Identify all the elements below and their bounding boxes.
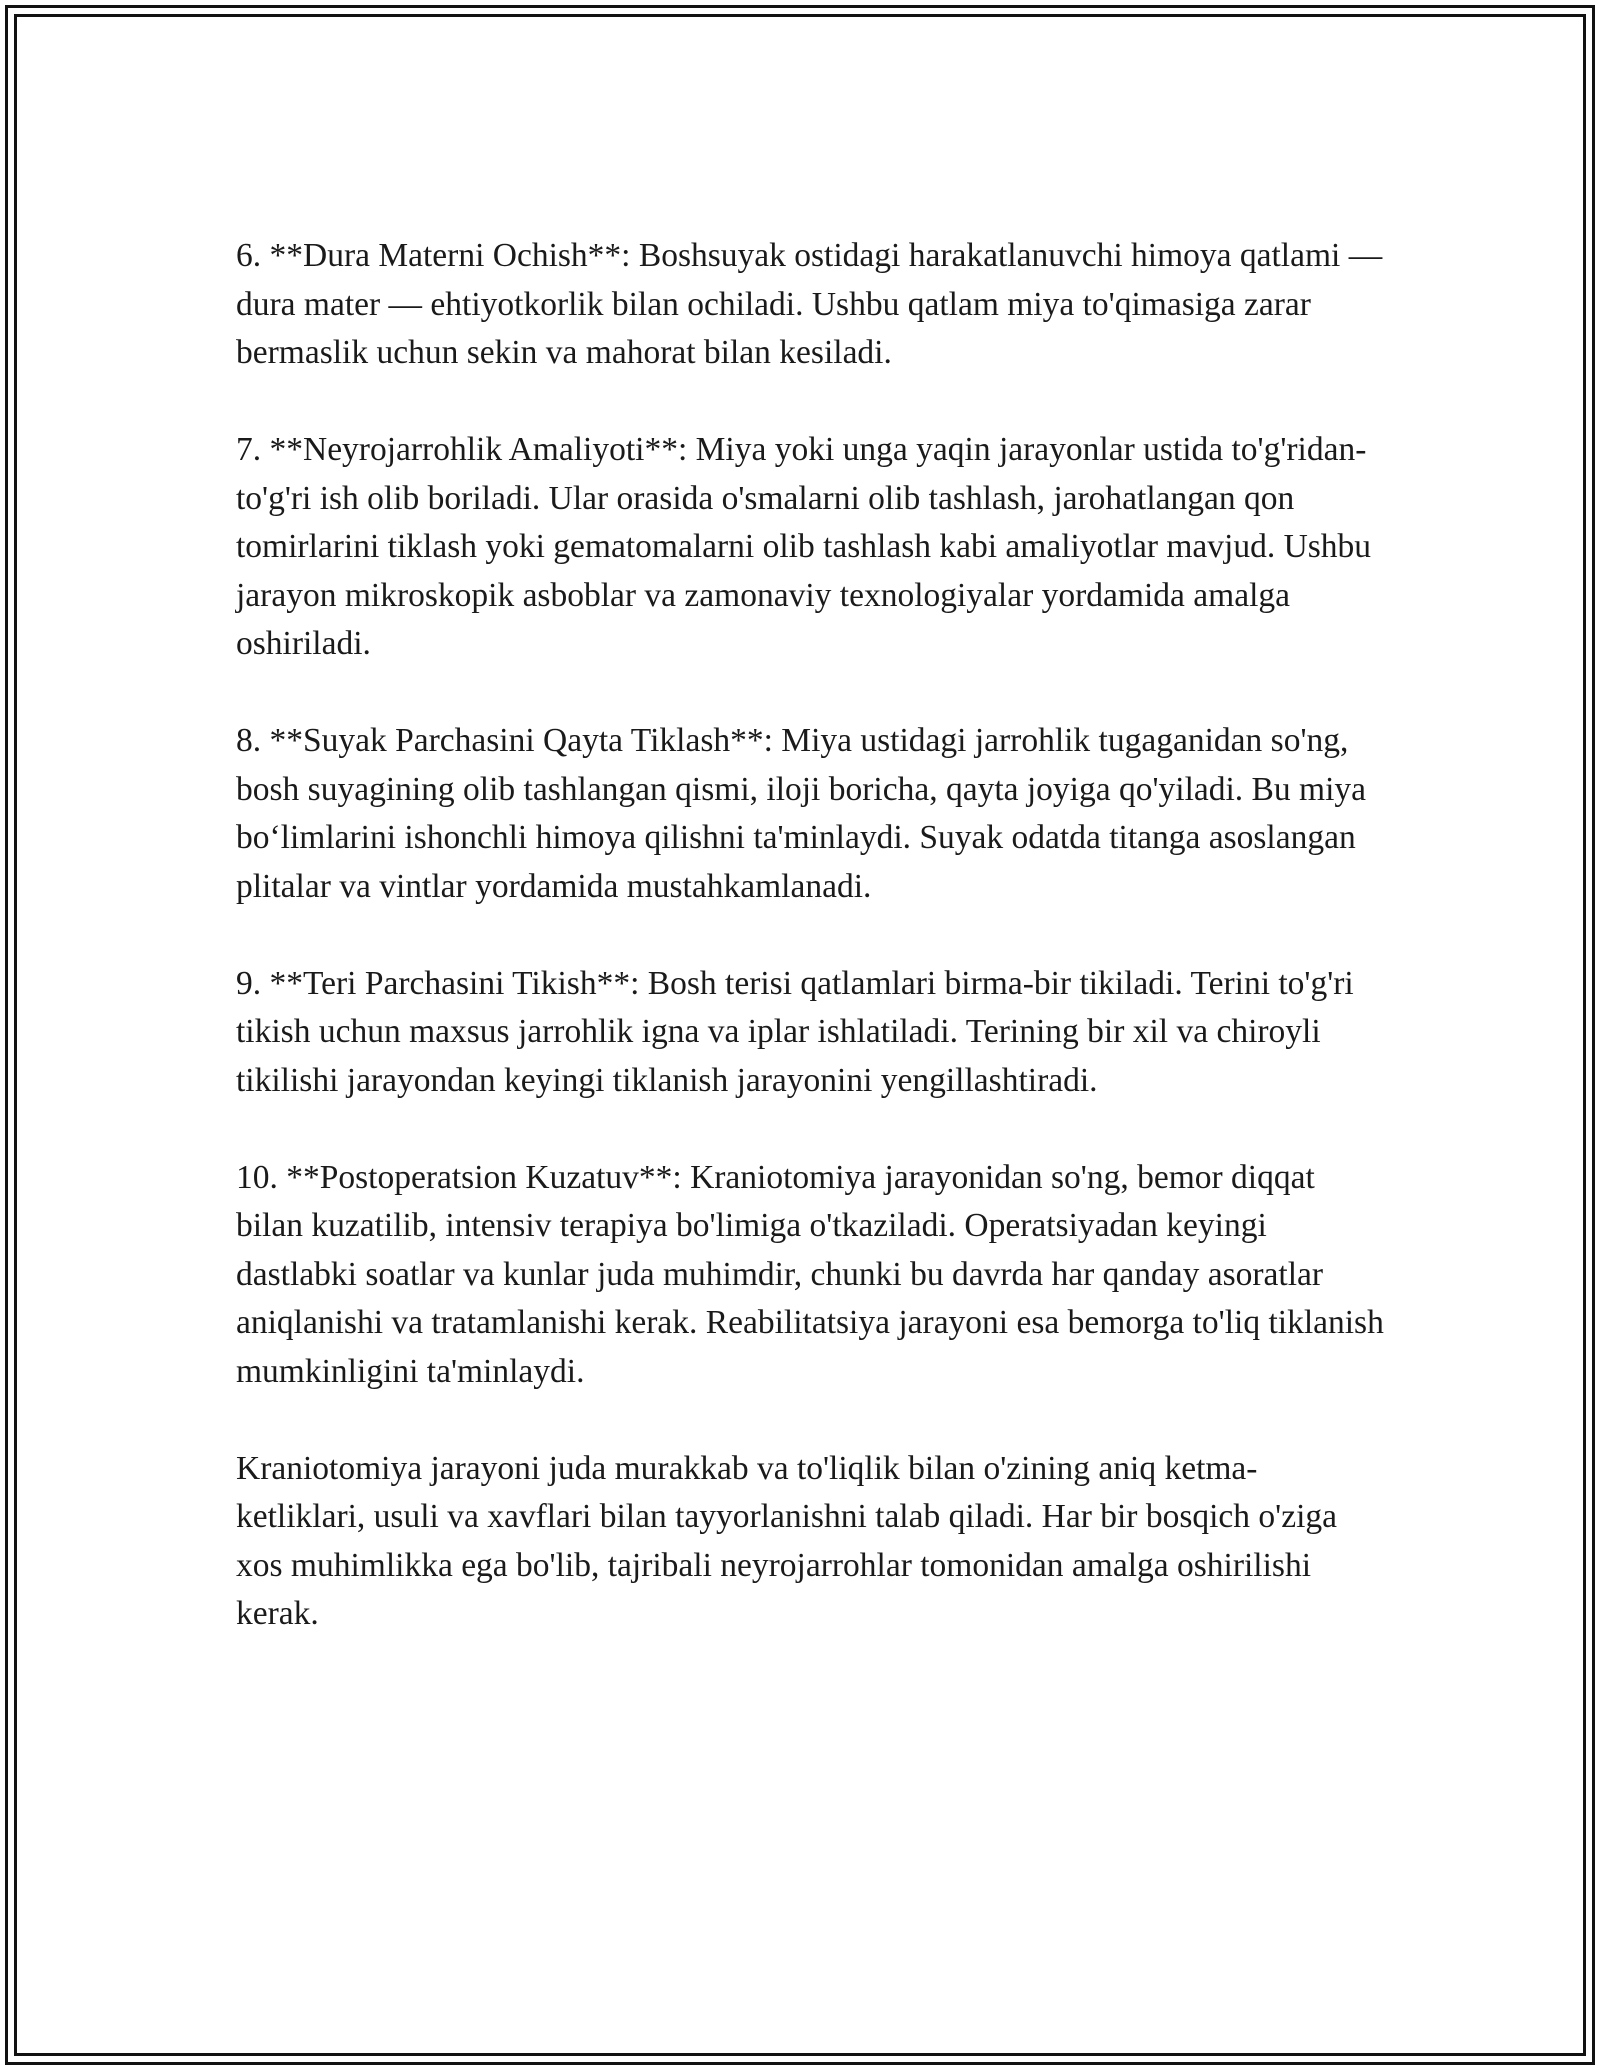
document-body [236, 232, 1386, 1687]
paragraph-step-6: 6. **Dura Materni Ochish**: Boshsuyak ostidagi harakatlanuvchi himoya qatlami — dura mater — ehtiyotkorlik bilan ochiladi. Ushbu qatlam miya to'qimasiga zarar bermaslik uchun sekin va mahorat bilan kesiladi. [236, 237, 1383, 371]
paragraph-step-10: 10. **Postoperatsion Kuzatuv**: Kraniotomiya jarayonidan so'ng, bemor diqqat bilan kuzatilib, intensiv terapiya bo'limiga o'tkaziladi. Operatsiyadan keyingi dastlabki soatlar va kunlar juda muhimdir, chunki bu davrda har qanday asoratlar aniqlanishi va tratamlanishi kerak. Reabilitatsiya jarayoni esa bemorga to'liq tiklanish mumkinligini ta'minlaydi. [236, 1158, 1384, 1390]
paragraph-conclusion: Kraniotomiya jarayoni juda murakkab va to'liqlik bilan o'zining aniq ketma-ketliklari, usuli va xavflari bilan tayyorlanishni talab qiladi. Har bir bosqich o'ziga xos muhimlikka ega bo'lib, tajribali neyrojarrohlar tomonidan amalga oshirilishi kerak. [236, 1449, 1338, 1632]
paragraph-step-9: 9. **Teri Parchasini Tikish**: Bosh terisi qatlamlari birma-bir tikiladi. Terini to'g'ri tikish uchun maxsus jarrohlik igna va iplar ishlatiladi. Terining bir xil va chiroyli tikilishi jarayondan keyingi tiklanish jarayonini yengillashtiradi. [236, 964, 1354, 1099]
paragraph-step-8: 8. **Suyak Parchasini Qayta Tiklash**: Miya ustidagi jarrohlik tugaganidan so'ng, bosh suyagining olib tashlangan qismi, iloji boricha, qayta joyiga qo'yiladi. Bu miya bo‘limlarini ishonchli himoya qilishni ta'minlaydi. Suyak odatda titanga asoslangan plitalar va vintlar yordamida mustahkamlanadi. [236, 722, 1367, 905]
paragraph-step-7: 7. **Neyrojarrohlik Amaliyoti**: Miya yoki unga yaqin jarayonlar ustida to'g'ridan-to'g'ri ish olib boriladi. Ular orasida o'smalarni olib tashlash, jarohatlangan qon tomirlarini tiklash yoki gematomalarni olib tashlash kabi amaliyotlar mavjud. Ushbu jarayon mikroskopik asboblar va zamonaviy texnologiyalar yordamida amalga oshiriladi. [236, 431, 1372, 662]
